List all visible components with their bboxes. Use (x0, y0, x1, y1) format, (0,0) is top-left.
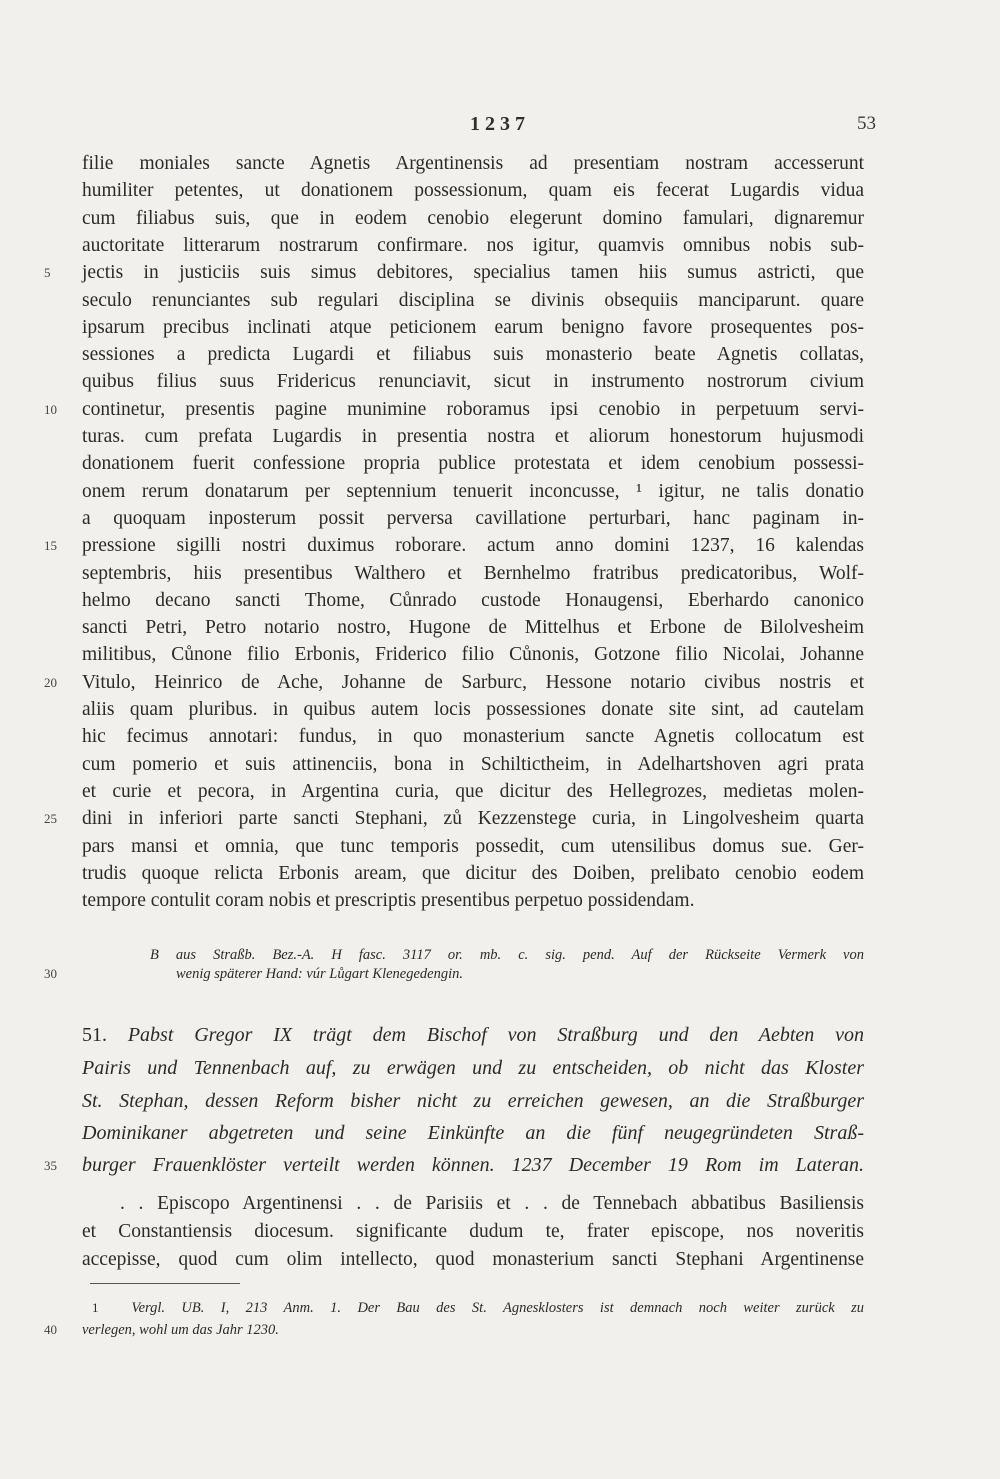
regest-line: Dominikaner abgetreten und seine Einkünfte an die fünf neugegründeten Straß- (82, 1122, 864, 1144)
charter-line: septembris, hiis presentibus Walthero et Bernhelmo fratribus predicatoribus, Wolf- (82, 563, 864, 584)
charter-line: helmo decano sancti Thome, Cůnrado custode Honaugensi, Eberhardo canonico (82, 590, 864, 611)
charter-line: et Constantiensis diocesum. significante dudum te, frater episcope, nos noveritis (82, 1221, 864, 1242)
charter-line: cum pomerio et suis attinenciis, bona in Schiltictheim, in Adelhartshoven agri prata (82, 754, 864, 775)
charter-line: et curie et pecora, in Argentina curia, que dicitur des Hellegrozes, medietas molen- (82, 781, 864, 802)
regest-line: Pairis und Tennenbach auf, zu erwägen und zu entscheiden, ob nicht das Kloster (82, 1057, 864, 1079)
charter-line: seculo renunciantes sub regulari disciplina se divinis obsequiis manciparunt. quare (82, 290, 864, 311)
charter-line: jectis in justiciis suis simus debitores, specialius tamen hiis sumus astricti, que (82, 262, 864, 283)
line-number: 15 (44, 538, 57, 553)
charter-line: trudis quoque relicta Erbonis aream, que dicitur des Doiben, prelibato cenobio eodem (82, 863, 864, 884)
regest-text: Pabst Gregor IX trägt dem Bischof von Straßburg und den Aebten von (127, 1024, 865, 1046)
footnote-rule (90, 1283, 240, 1284)
charter-line: pressione sigilli nostri duximus roborare. actum anno domini 1237, 16 kalendas (82, 535, 864, 556)
charter-line: sessiones a predicta Lugardi et filiabus suis monasterio beate Agnetis collatas, (82, 344, 864, 365)
line-number: 10 (44, 402, 57, 417)
charter-line: militibus, Cůnone filio Erbonis, Friderico filio Cůnonis, Gotzone filio Nicolai, Johanne (82, 644, 864, 665)
line-number: 30 (44, 966, 57, 981)
line-number: 5 (44, 265, 51, 280)
charter-line: auctoritate litterarum nostrarum confirmare. nos igitur, quamvis omnibus nobis sub- (82, 235, 864, 256)
charter-line: accepisse, quod cum olim intellecto, quod monasterium sancti Stephani Argentinense (82, 1249, 864, 1270)
footnote-line (92, 1297, 864, 1319)
charter-line: dini in inferiori parte sancti Stephani, zů Kezzenstege curia, in Lingolvesheim quarta (82, 808, 864, 829)
charter-line: donationem fuerit confessione propria publice protestata et idem cenobium possessi- (82, 453, 864, 474)
regest-line: St. Stephan, dessen Reform bisher nicht zu erreichen gewesen, an die Straßburger (82, 1090, 864, 1112)
footnote-line: verlegen, wohl um das Jahr 1230. (82, 1322, 279, 1338)
charter-line: tempore contulit coram nobis et prescriptis presentibus perpetuo possidendam. (82, 890, 695, 911)
running-header-year: 1237 (470, 113, 530, 135)
charter-line: humiliter petentes, ut donationem possessionum, quam eis fecerat Lugardis vidua (82, 180, 864, 201)
line-number: 40 (44, 1322, 57, 1337)
charter-line: aliis quam pluribus. in quibus autem locis possessiones donate site sint, ad cautelam (82, 699, 864, 720)
regest-line (82, 1020, 864, 1050)
page-number: 53 (857, 113, 876, 134)
footnote-text: Vergl. UB. I, 213 Anm. 1. Der Bau des St. Agnesklosters ist demnach noch weiter zurück zu (131, 1300, 864, 1316)
charter-line: hic fecimus annotari: fundus, in quo monasterium sancte Agnetis collocatum est (82, 726, 864, 747)
line-number: 25 (44, 811, 57, 826)
regest-number: 51. (82, 1024, 107, 1046)
charter-line: ipsarum precibus inclinati atque peticionem earum benigno favore prosequentes pos- (82, 317, 864, 338)
charter-line: filie moniales sancte Agnetis Argentinensis ad presentiam nostram accesserunt (82, 153, 864, 174)
charter-line: quibus filius suus Fridericus renunciavit, sicut in instrumento nostrorum civium (82, 371, 864, 392)
source-note-line: wenig späterer Hand: vúr Lůgart Klenegedengin. (176, 966, 464, 982)
charter-line: continetur, presentis pagine munimine roboramus ipsi cenobio in perpetuum servi- (82, 399, 864, 420)
charter-line: cum filiabus suis, que in eodem cenobio elegerunt domino famulari, dignaremur (82, 208, 864, 229)
line-number: 35 (44, 1158, 57, 1173)
regest-line: burger Frauenklöster verteilt werden können. 1237 December 19 Rom im Lateran. (82, 1154, 864, 1176)
charter-line: pars mansi et omnia, que tunc temporis possedit, cum utensilibus domus sue. Ger- (82, 836, 864, 857)
footnote-mark: 1 (92, 1300, 99, 1315)
charter-line: a quoquam inposterum possit perversa cavillatione perturbari, hanc paginam in- (82, 508, 864, 529)
charter-line: Vitulo, Heinrico de Ache, Johanne de Sarburc, Hessone notario civibus nostris et (82, 672, 864, 693)
charter-line: sancti Petri, Petro notario nostro, Hugone de Mittelhus et Erbone de Bilolvesheim (82, 617, 864, 638)
charter-line: . . Episcopo Argentinensi . . de Parisiis et . . de Tennebach abbatibus Basiliensis (120, 1193, 864, 1214)
charter-line: onem rerum donatarum per septennium tenuerit inconcusse, ¹ igitur, ne talis donatio (82, 481, 864, 502)
charter-line: turas. cum prefata Lugardis in presentia nostra et aliorum honestorum hujusmodi (82, 426, 864, 447)
line-number: 20 (44, 675, 57, 690)
source-note-line: B aus Straßb. Bez.-A. H fasc. 3117 or. mb. c. sig. pend. Auf der Rückseite Vermerk von (150, 947, 864, 963)
